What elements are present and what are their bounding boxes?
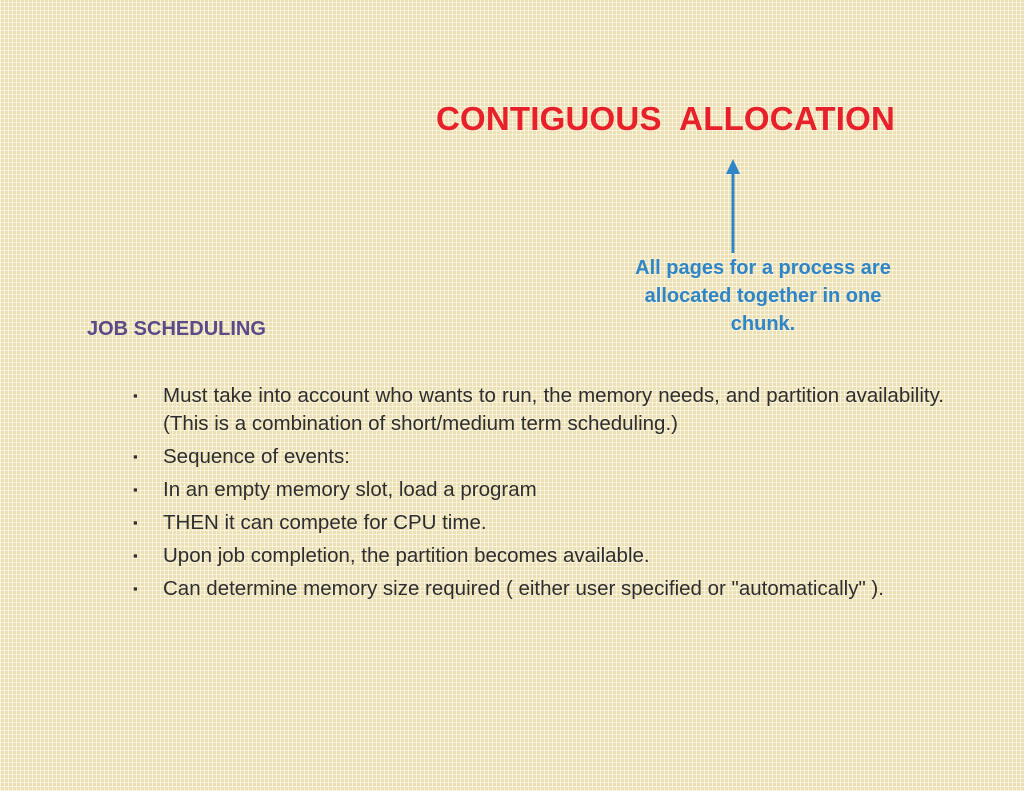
callout-line-1: All pages for a process are	[635, 257, 891, 279]
bullet-text: THEN it can compete for CPU time.	[163, 511, 487, 534]
bullet-item	[130, 509, 944, 537]
callout-text	[604, 254, 922, 338]
bullet-item	[130, 443, 944, 471]
up-arrow-icon	[722, 158, 744, 254]
bullet-icon: ▪	[133, 515, 138, 530]
callout-line-2: allocated together in one	[644, 285, 882, 307]
section-heading: JOB SCHEDULING	[87, 318, 266, 340]
bullet-item	[130, 476, 944, 504]
bullet-item	[130, 382, 944, 438]
callout-line-3: chunk.	[730, 313, 796, 335]
bullet-text: Sequence of events:	[163, 445, 350, 468]
bullet-item	[130, 575, 944, 603]
bullet-list	[130, 382, 944, 608]
bullet-text: Must take into account who wants to run, the memory needs, and partition availability. (This is a combination of short/medium term scheduling.)	[163, 384, 944, 435]
bullet-text: In an empty memory slot, load a program	[163, 478, 537, 501]
bullet-icon: ▪	[133, 482, 138, 497]
bullet-text: Upon job completion, the partition becomes available.	[163, 544, 650, 567]
bullet-icon: ▪	[133, 548, 138, 563]
slide-title: CONTIGUOUS ALLOCATION	[436, 100, 896, 137]
bullet-icon: ▪	[133, 388, 138, 403]
bullet-icon: ▪	[133, 581, 138, 596]
bullet-item	[130, 542, 944, 570]
bullet-text: Can determine memory size required ( either user specified or "automatically" ).	[163, 577, 884, 600]
bullet-icon: ▪	[133, 449, 138, 464]
